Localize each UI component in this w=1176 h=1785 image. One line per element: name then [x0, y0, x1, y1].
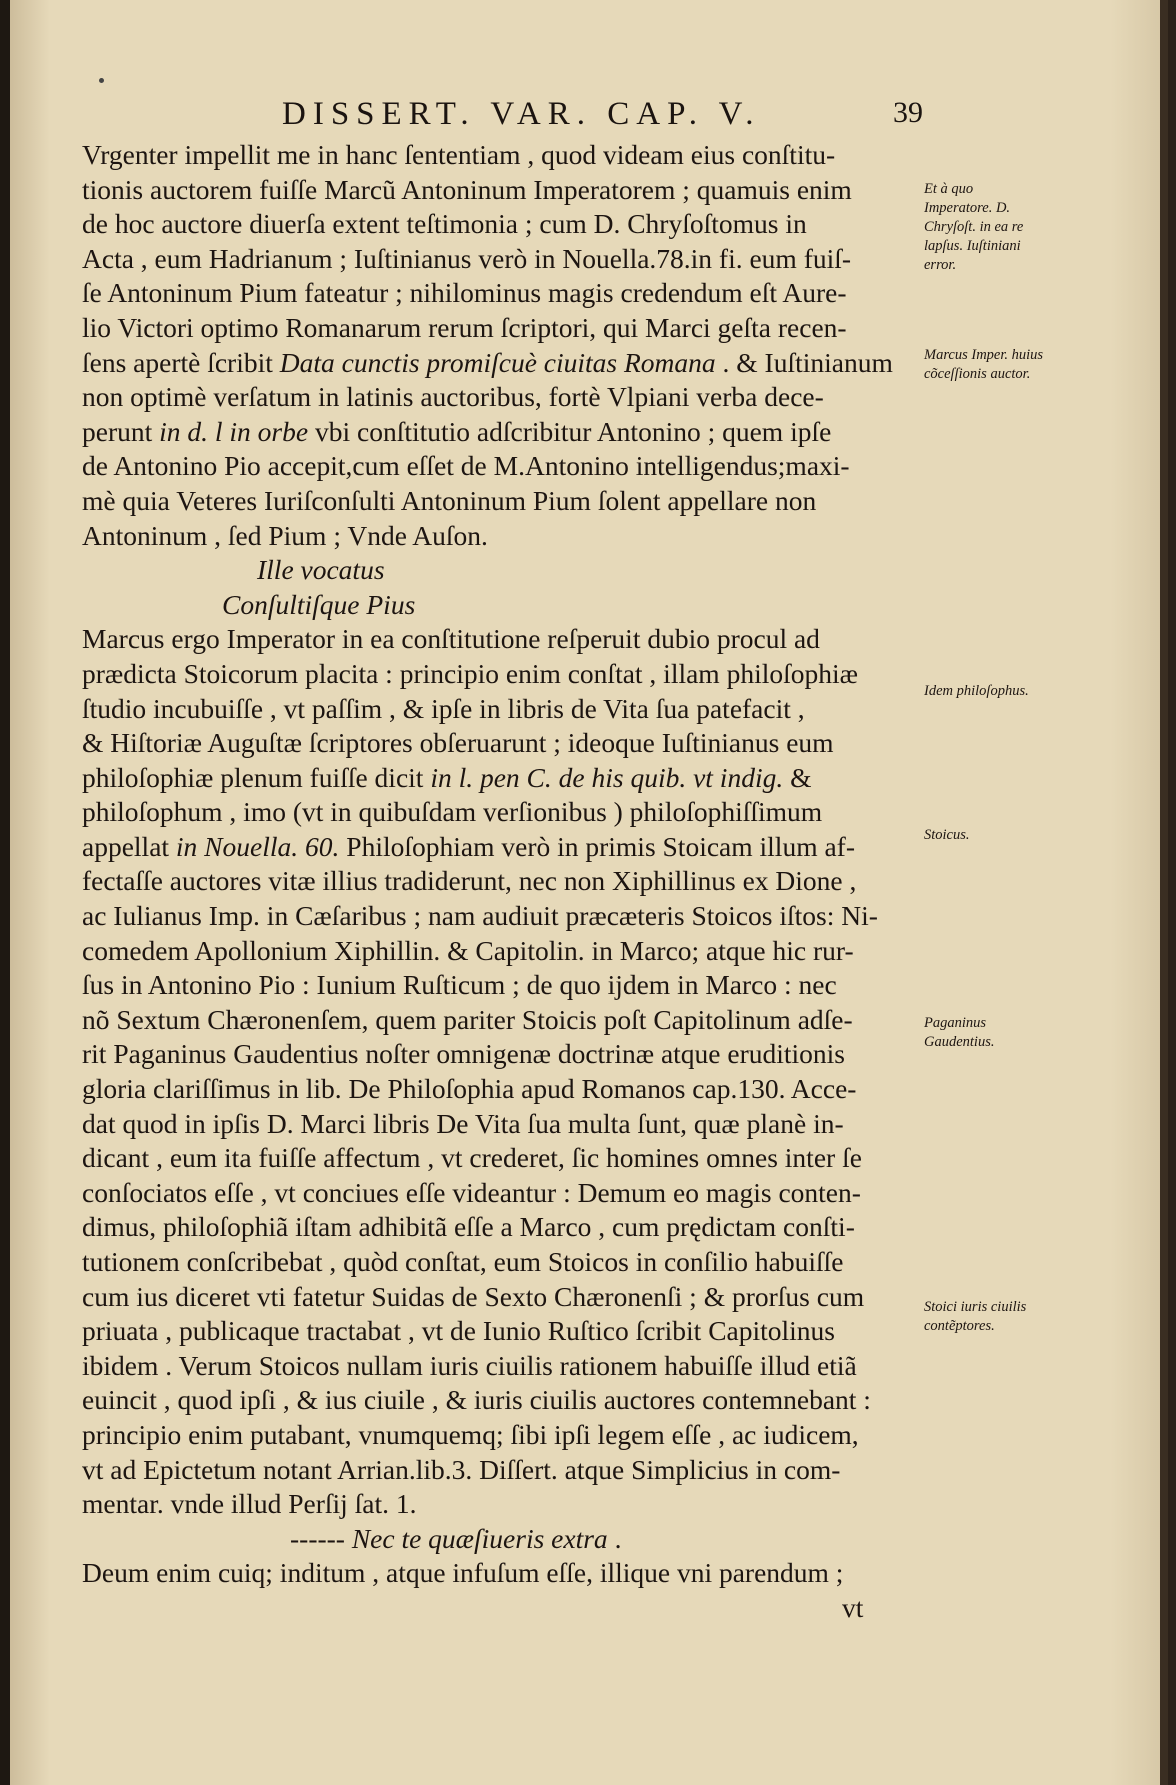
running-title: DISSERT. VAR. CAP. V. — [282, 96, 761, 132]
text-line: ſus in Antonino Pio : Iunium Ruſticum ; de quo ijdem in Marco : nec — [82, 969, 837, 1001]
text-span: . — [607, 1522, 622, 1554]
text-span: Philoſophiam verò in primis Stoicam illum af- — [339, 830, 855, 862]
text-line: mè quia Veteres Iuriſconſulti Antoninum Pium ſolent appellare non — [82, 484, 817, 516]
text-line: gloria clariſſimus in lib. De Philoſophia apud Romanos cap.130. Acce- — [82, 1073, 857, 1105]
text-line: comedem Apollonium Xiphillin. & Capitolin. in Marco; atque hic rur- — [82, 934, 854, 966]
marginal-note: Paganinus Gaudentius. — [924, 1015, 995, 1050]
text-line: mentar. vnde illud Perſij ſat. 1. — [82, 1488, 417, 1520]
main-text-block — [82, 138, 922, 1626]
text-line: nõ Sextum Chæronenſem, quem pariter Stoicis poſt Capitolinum adſe- — [82, 1003, 853, 1035]
text-line: dicant , eum ita fuiſſe affectum , vt crederet, ſic homines omnes inter ſe — [82, 1142, 862, 1174]
text-line — [82, 830, 922, 865]
text-line: de hoc auctore diuerſa extent teſtimonia ; cum D. Chryſoſtomus in — [82, 208, 807, 240]
page-number: 39 — [893, 96, 923, 129]
page-edge-shadow — [1160, 0, 1168, 1785]
text-line: principio enim putabant, vnumquemq; ſibi ipſi legem eſſe , ac iudicem, — [82, 1418, 859, 1450]
text-line: prædicta Stoicorum placita : principio enim conſtat , illam philoſophiæ — [82, 657, 858, 689]
text-span: . & Iuſtinianum — [715, 346, 893, 378]
text-line: & Hiſtoriæ Auguſtæ ſcriptores obſeruarunt ; ideoque Iuſtinianus eum — [82, 727, 834, 759]
text-line: Vrgenter impellit me in hanc ſententiam , quod videam eius conſtitu- — [82, 139, 836, 170]
text-line — [82, 553, 922, 588]
text-line: ſtudio incubuiſſe , vt paſſim , & ipſe in libris de Vita ſua patefacit , — [82, 692, 805, 724]
italic-span: Nec te quæſiueris extra — [351, 1522, 608, 1554]
text-span: appellat — [82, 830, 176, 862]
text-line: conſociatos eſſe , vt conciues eſſe videantur : Demum eo magis conten- — [82, 1176, 861, 1208]
text-span: ſens apertè ſcribit — [82, 346, 280, 378]
book-spine-shadow — [0, 0, 10, 1785]
text-line: priuata , publicaque tractabat , vt de Iunio Ruſtico ſcribit Capitolinus — [82, 1315, 836, 1347]
italic-span: in d. l in orbe — [159, 415, 309, 447]
italic-span: in l. pen C. de his quib. vt indig. — [430, 761, 784, 793]
text-line: tutionem conſcribebat , quòd conſtat, eum Stoicos in conſilio habuiſſe — [82, 1246, 844, 1277]
text-line: ibidem . Verum Stoicos nullam iuris ciuilis rationem habuiſſe illud etiã — [82, 1349, 857, 1381]
italic-span: in Nouella. 60. — [175, 830, 340, 862]
text-line: vt ad Epictetum notant Arrian.lib.3. Diſſert. atque Simplicius in com- — [82, 1453, 841, 1485]
text-line — [82, 346, 922, 381]
marginal-note: Idem philoſophus. — [924, 683, 1029, 699]
italic-span: Conſultiſque Pius — [222, 588, 416, 620]
italic-span: Ille vocatus — [257, 554, 385, 586]
text-line: dat quod in ipſis D. Marci libris De Vita ſua multa ſunt, quæ planè in- — [82, 1107, 844, 1139]
text-span: philoſophiæ plenum fuiſſe dicit — [82, 761, 431, 793]
text-span: ------ — [290, 1522, 352, 1554]
text-line: non optimè verſatum in latinis auctoribus, fortè Vlpiani verba dece- — [82, 381, 824, 413]
text-line — [82, 588, 922, 623]
text-span: perunt — [82, 415, 160, 447]
text-line: rit Paganinus Gaudentius noſter omnigenæ doctrinæ atque eruditionis — [82, 1038, 846, 1070]
text-line: dimus, philoſophiã iſtam adhibitã eſſe a Marco , cum prędictam conſti- — [82, 1211, 855, 1243]
ink-speck — [99, 78, 104, 83]
marginal-note: Marcus Imper. huius cõceſſionis auctor. — [924, 347, 1044, 382]
book-page — [10, 0, 1168, 1785]
text-line: Acta , eum Hadrianum ; Iuſtinianus verò in Nouella.78.in fi. eum fuiſ- — [82, 242, 852, 274]
text-line — [82, 1522, 922, 1557]
text-line: ac Iulianus Imp. in Cæſaribus ; nam audiuit præcæteris Stoicos iſtos: Ni- — [82, 900, 878, 932]
text-line: cum ius diceret vti fatetur Suidas de Sexto Chæronenſi ; & prorſus cum — [82, 1280, 865, 1312]
text-line: tionis auctorem fuiſſe Marcũ Antoninum Imperatorem ; quamuis enim — [82, 173, 852, 205]
italic-span: Data cunctis promiſcuè ciuitas Romana — [279, 346, 716, 378]
page-header — [10, 96, 1168, 136]
text-line: Marcus ergo Imperator in ea conſtitutione reſperuit dubio procul ad — [82, 623, 820, 655]
marginal-note: Stoici iuris ciuilis contẽptores. — [924, 1299, 1027, 1334]
text-span: vbi conſtitutio adſcribitur Antonino ; quem ipſe — [308, 415, 832, 447]
marginal-note: Et à quo Imperatore. D. Chryſoſt. in ea re lapſus. Iuſtiniani error. — [924, 181, 1024, 273]
text-line — [82, 761, 922, 796]
marginal-note: Stoicus. — [924, 827, 970, 843]
text-line: philoſophum , imo (vt in quibuſdam verſionibus ) philoſophiſſimum — [82, 796, 823, 828]
text-line: de Antonino Pio accepit,cum eſſet de M.Antonino intelligendus;maxi- — [82, 450, 850, 482]
text-line: Deum enim cuiq; inditum , atque infuſum eſſe, illique vni parendum ; — [82, 1557, 844, 1589]
text-line — [82, 415, 922, 450]
text-line: Antoninum , ſed Pium ; Vnde Auſon. — [82, 519, 488, 551]
text-line: lio Victori optimo Romanarum rerum ſcriptori, qui Marci geſta recen- — [82, 311, 847, 343]
text-span: & — [783, 761, 812, 793]
text-line: ſe Antoninum Pium fateatur ; nihilominus magis credendum eſt Aure- — [82, 277, 847, 309]
text-line: euincit , quod ipſi , & ius ciuile , & iuris ciuilis auctores contemnebant : — [82, 1384, 871, 1416]
text-line: vt — [842, 1591, 864, 1623]
text-line: fectaſſe auctores vitæ illius tradiderunt, nec non Xiphillinus ex Dione , — [82, 865, 857, 897]
